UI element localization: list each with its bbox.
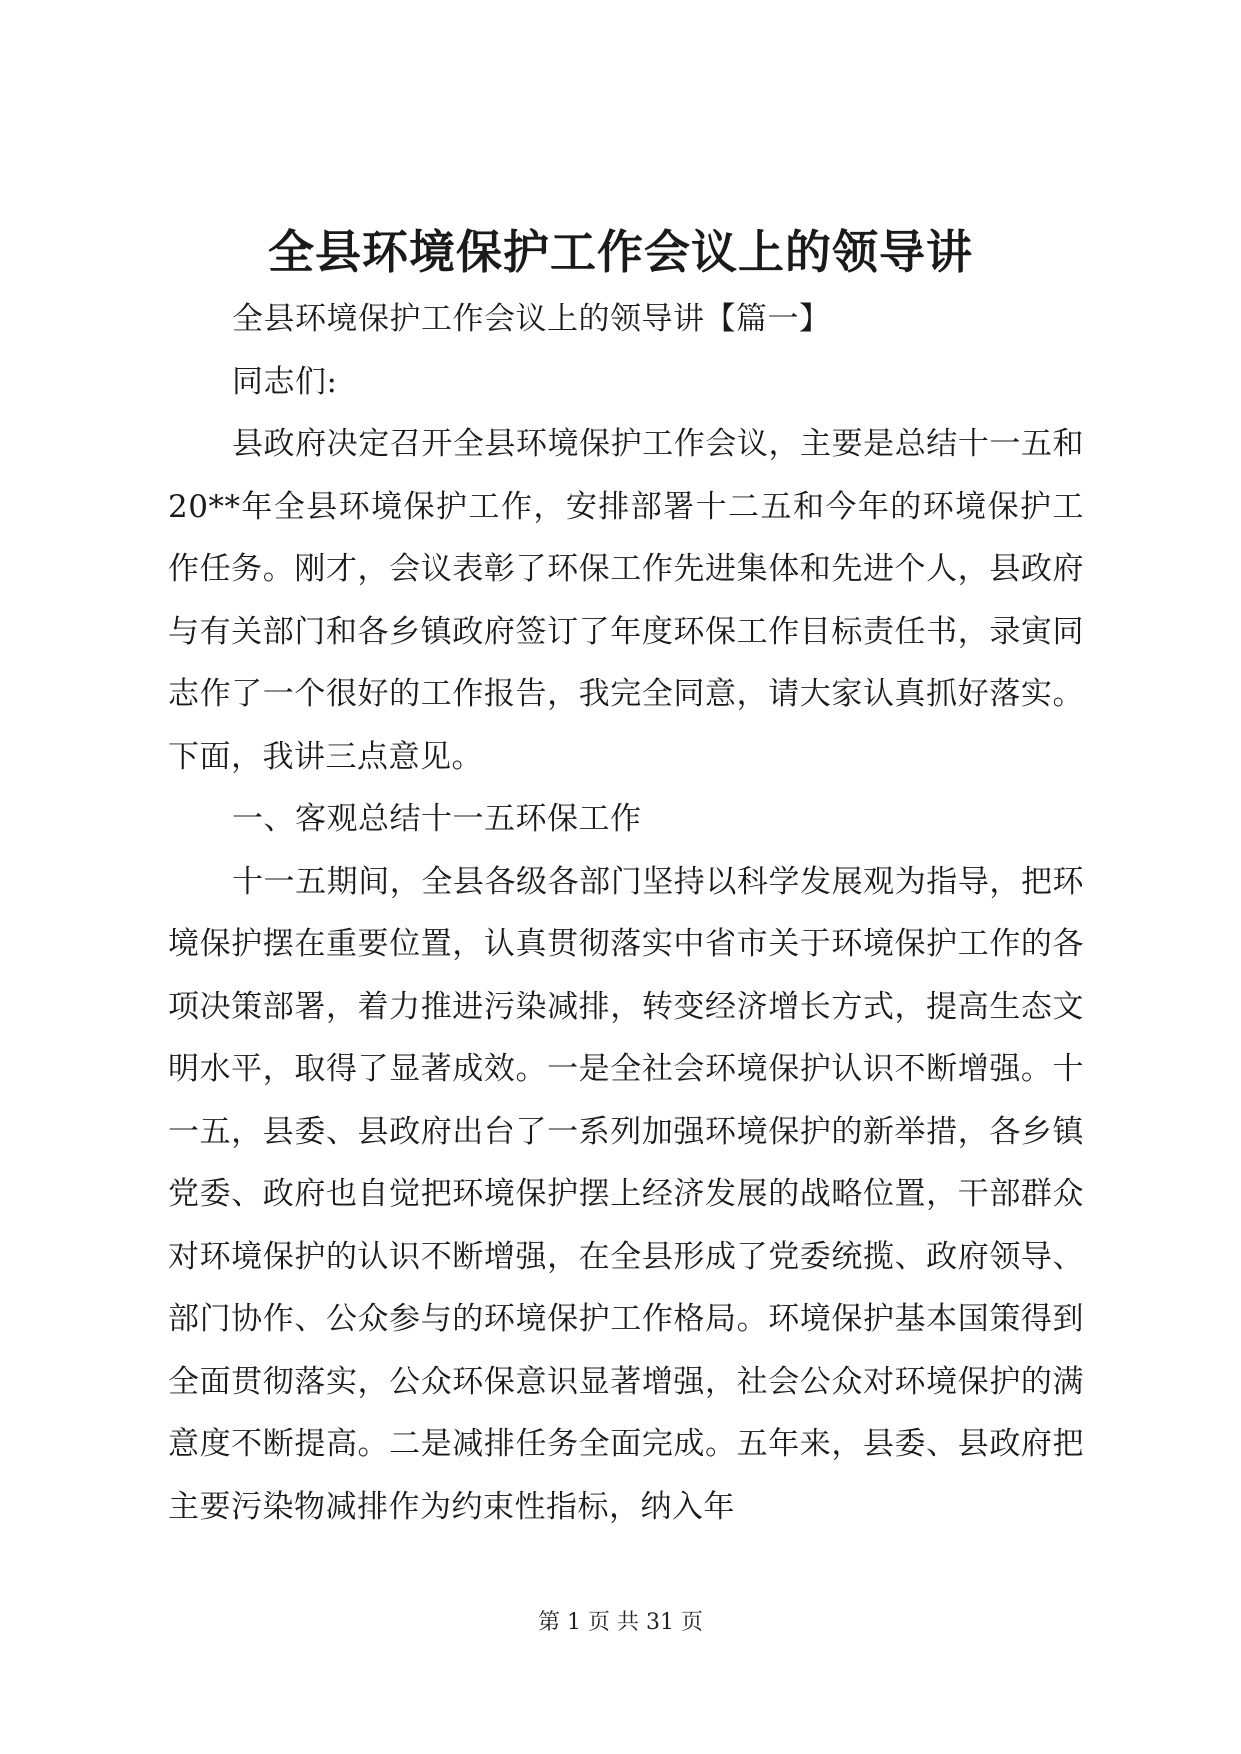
page-number-footer: 第 1 页 共 31 页: [538, 1610, 703, 1635]
body-paragraph: 十一五期间，全县各级各部门坚持以科学发展观为指导，把环境保护摆在重要位置，认真贯彻落实中省市关于环境保护工作的各项决策部署，着力推进污染减排，转变经济增长方式，提高生态文明水平，取得了显著成效。一是全社会环境保护认识不断增强。十一五，县委、县政府出台了一系列加强环境保护的新举措，各乡镇党委、政府也自觉把环境保护摆上经济发展的战略位置，干部群众对环境保护的认识不断增强，在全县形成了党委统揽、政府领导、部门协作、公众参与的环境保护工作格局。环境保护基本国策得到全面贯彻落实，公众环保意识显著增强，社会公众对环境保护的满意度不断提高。二是减排任务全面完成。五年来，县委、县政府把主要污染物减排作为约束性指标，纳入年: [168, 863, 1084, 1525]
salutation: 同志们:: [232, 363, 338, 400]
document-title: 全县环境保护工作会议上的领导讲: [268, 225, 973, 279]
section-heading: 全县环境保护工作会议上的领导讲【篇一】: [232, 301, 831, 337]
subsection-heading: 一、客观总结十一五环保工作: [232, 801, 642, 837]
document-body: [168, 288, 1084, 1538]
body-paragraph: 县政府决定召开全县环境保护工作会议，主要是总结十一五和20**年全县环境保护工作，安排部署十二五和今年的环境保护工作任务。刚才，会议表彰了环保工作先进集体和先进个人，县政府与有关部门和各乡镇政府签订了年度环保工作目标责任书，录寅同志作了一个很好的工作报告，我完全同意，请大家认真抓好落实。下面，我讲三点意见。: [168, 426, 1084, 775]
